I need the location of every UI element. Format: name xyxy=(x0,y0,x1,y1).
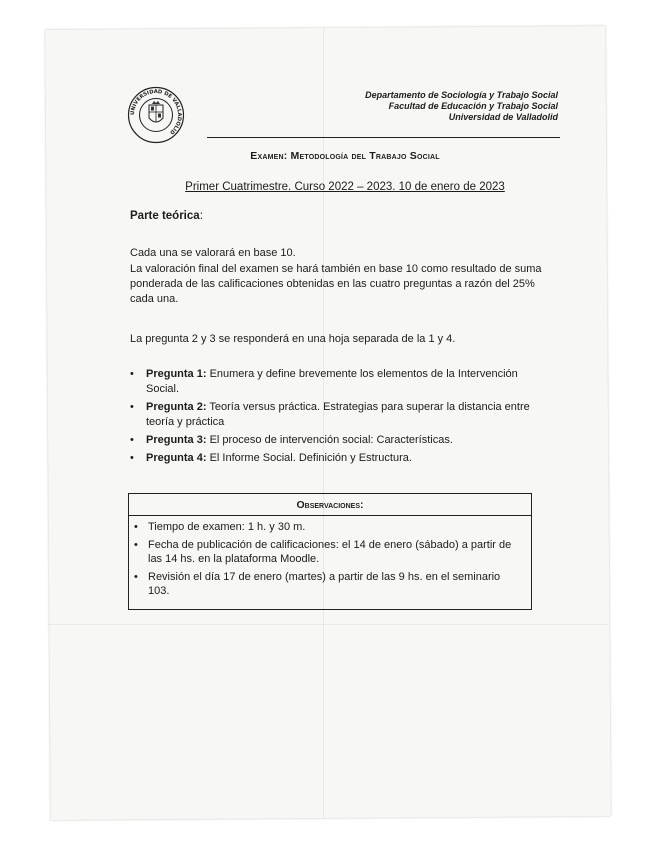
question-text: Enumera y define brevemente los elementos de la Intervención Social. xyxy=(146,368,518,395)
bullet-icon: • xyxy=(130,434,134,446)
question-list xyxy=(130,367,548,469)
observation-item-2 xyxy=(134,538,523,567)
question-item-4 xyxy=(130,451,548,466)
observations-box xyxy=(128,493,532,610)
fold-line-horizontal xyxy=(48,624,608,625)
section-colon: : xyxy=(199,210,203,222)
question-label: Pregunta 4: xyxy=(146,452,207,464)
observation-text: Tiempo de examen: 1 h. y 30 m. xyxy=(148,521,306,533)
exam-title: Examen: Metodología del Trabajo Social xyxy=(250,150,440,162)
header-divider xyxy=(207,137,560,138)
bullet-icon: • xyxy=(134,570,138,583)
observations-title: Observaciones: xyxy=(129,494,531,516)
bullet-icon: • xyxy=(134,521,138,533)
instruction-scoring: Cada una se valorará en base 10. xyxy=(130,247,296,259)
question-text: Teoría versus práctica. Estrategias para superar la distancia entre teoría y práctica xyxy=(146,401,530,428)
question-text: El proceso de intervención social: Características. xyxy=(206,434,453,446)
faculty-name: Facultad de Educación y Trabajo Social xyxy=(388,101,558,111)
question-item-3 xyxy=(130,433,548,448)
bullet-icon: • xyxy=(130,368,134,380)
observation-text: Revisión el día 17 de enero (martes) a partir de las 9 hs. en el seminario 103. xyxy=(148,570,501,597)
bullet-icon: • xyxy=(130,452,134,464)
department-name: Departamento de Sociología y Trabajo Social xyxy=(365,90,558,100)
seal-text: UNIVERSIDAD DE VALLADOLID xyxy=(129,88,183,136)
section-heading xyxy=(130,210,203,222)
university-name: Universidad de Valladolid xyxy=(448,112,558,122)
question-item-2 xyxy=(130,400,548,430)
exam-subtitle: Primer Cuatrimestre. Curso 2022 – 2023. 10 de enero de 2023 xyxy=(185,181,505,193)
observations-list xyxy=(129,520,531,599)
question-item-1 xyxy=(130,367,548,397)
section-label: Parte teórica xyxy=(130,210,200,222)
bullet-icon: • xyxy=(130,401,134,413)
question-label: Pregunta 1: xyxy=(146,368,207,380)
department-header xyxy=(365,90,558,123)
observation-item-3 xyxy=(134,570,523,599)
instruction-weighting: La valoración final del examen se hará también en base 10 como resultado de suma ponderada de las calificaciones obtenidas en las cuatro preguntas a razón del 25% cada una. xyxy=(130,263,542,305)
question-label: Pregunta 3: xyxy=(146,434,207,446)
university-seal-icon xyxy=(127,86,185,144)
observation-text: Fecha de publicación de calificaciones: el 14 de enero (sábado) a partir de las 14 hs. en la plataforma Moodle. xyxy=(148,538,512,565)
bullet-icon: • xyxy=(134,538,138,551)
instruction-separate-sheet: La pregunta 2 y 3 se responderá en una hoja separada de la 1 y 4. xyxy=(130,333,456,345)
question-text: El Informe Social. Definición y Estructura. xyxy=(206,452,412,464)
question-label: Pregunta 2: xyxy=(146,401,207,413)
observation-item-1 xyxy=(134,520,523,535)
